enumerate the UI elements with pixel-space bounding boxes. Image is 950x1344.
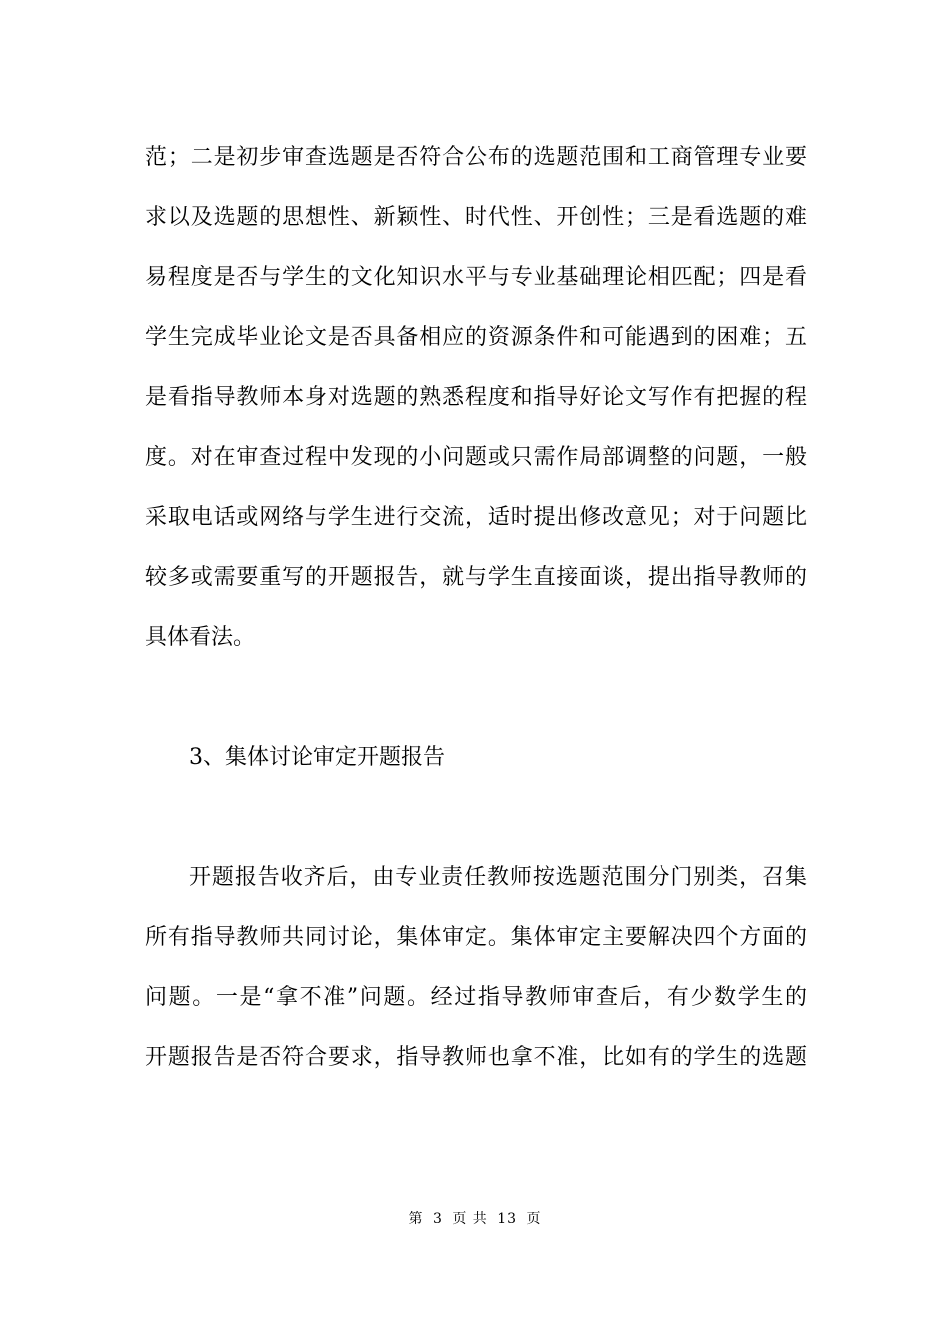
paragraph-1 <box>145 128 807 668</box>
footer-prefix: 第 <box>408 1211 424 1227</box>
page-footer <box>0 1208 950 1228</box>
section-heading: 3、集体讨论审定开题报告 <box>189 745 445 770</box>
text-line: 易程度是否与学生的文化知识水平与专业基础理论相匹配；四是看 <box>145 265 807 290</box>
text-line: 采取电话或网络与学生进行交流，适时提出修改意见；对于问题比 <box>145 505 807 530</box>
footer-middle: 页 共 <box>452 1211 488 1227</box>
text-line: 求以及选题的思想性、新颖性、时代性、开创性；三是看选题的难 <box>145 205 807 230</box>
footer-total-pages: 13 <box>497 1211 518 1227</box>
text-line: 较多或需要重写的开题报告，就与学生直接面谈，提出指导教师的 <box>145 565 807 590</box>
paragraph-2 <box>145 848 807 1088</box>
footer-suffix: 页 <box>526 1211 542 1227</box>
text-line: 问题。一是“拿不准”问题。经过指导教师审查后，有少数学生的 <box>145 985 807 1010</box>
paragraph-spacer <box>145 668 807 728</box>
page-body <box>145 128 807 1088</box>
text-line: 是看指导教师本身对选题的熟悉程度和指导好论文写作有把握的程 <box>145 385 807 410</box>
paragraph-spacer <box>145 788 807 848</box>
text-line: 学生完成毕业论文是否具备相应的资源条件和可能遇到的困难；五 <box>145 325 807 350</box>
text-line: 所有指导教师共同讨论，集体审定。集体审定主要解决四个方面的 <box>145 925 807 950</box>
text-line: 具体看法。 <box>145 625 256 650</box>
text-line: 开题报告是否符合要求，指导教师也拿不准，比如有的学生的选题 <box>145 1045 807 1070</box>
text-line: 度。对在审查过程中发现的小问题或只需作局部调整的问题，一般 <box>145 445 807 470</box>
text-line: 范；二是初步审查选题是否符合公布的选题范围和工商管理专业要 <box>145 145 807 170</box>
footer-current-page: 3 <box>432 1211 443 1227</box>
text-line: 开题报告收齐后，由专业责任教师按选题范围分门别类，召集 <box>189 865 807 890</box>
